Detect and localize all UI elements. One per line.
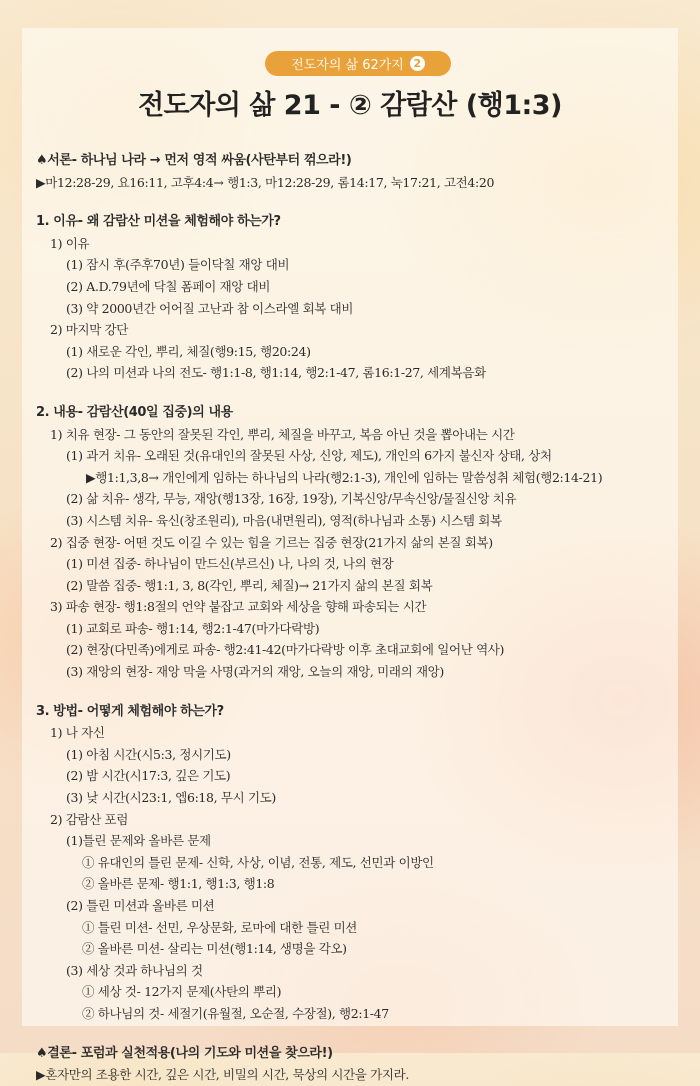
outline-item: 3) 파송 현장- 행1:8절의 언약 붙잡고 교회와 세상을 향해 파송되는 시간 <box>50 599 427 615</box>
outline-item: ② 올바른 미션- 살리는 미션(행1:14, 생명을 각오) <box>82 941 347 957</box>
intro-heading: ♠서론- 하나님 나라 → 먼저 영적 싸움(사탄부터 꺾으라!) <box>36 153 352 168</box>
outline-item: 2) 마지막 강단 <box>50 322 129 338</box>
outline-item: (2) 나의 미션과 나의 전도- 행1:1-8, 행1:14, 행2:1-47, 롬16:1-27, 세계복음화 <box>66 365 486 381</box>
outline-item: 2) 집중 현장- 어떤 것도 이길 수 있는 힘을 기르는 집중 현장(21가지 삶의 본질 회복) <box>50 534 493 550</box>
section2-heading: 2. 내용- 감람산(40일 집중)의 내용 <box>36 404 233 420</box>
outline-item: (2) 밤 시간(시17:3, 깊은 기도) <box>66 768 231 784</box>
outline-item: (2) 삶 치유- 생각, 무능, 재앙(행13장, 16장, 19장), 기복신앙/무속신앙/물질신앙 치유 <box>66 491 517 507</box>
outline-item: (1)틀린 문제와 올바른 문제 <box>66 833 211 849</box>
outline-item: (2) A.D.79년에 닥칠 폼페이 재앙 대비 <box>66 278 271 294</box>
series-badge-number: 2 <box>410 56 425 71</box>
outline-item: ② 올바른 문제- 행1:1, 행1:3, 행1:8 <box>82 876 275 892</box>
outline-item: 2) 감람산 포럼 <box>50 811 129 827</box>
outline-item: (1) 새로운 각인, 뿌리, 체질(행9:15, 행20:24) <box>66 343 311 359</box>
outline-item: (3) 낮 시간(시23:1, 엡6:18, 무시 기도) <box>66 790 276 806</box>
outline-item: ① 유대인의 틀린 문제- 신학, 사상, 이념, 전통, 제도, 선민과 이방인 <box>82 854 434 870</box>
outline-item: ② 하나님의 것- 세절기(유월절, 오순절, 수장절), 행2:1-47 <box>82 1005 389 1021</box>
outline-item: (3) 시스템 치유- 육신(창조원리), 마음(내면원리), 영적(하나님과 소통) 시스템 회복 <box>66 512 502 528</box>
outline-item: (1) 교회로 파송- 행1:14, 행2:1-47(마가다락방) <box>66 620 320 636</box>
outline-item: ① 세상 것- 12가지 문제(사탄의 뿌리) <box>82 984 282 1000</box>
outline-item: (1) 아침 시간(시5:3, 정시기도) <box>66 746 231 762</box>
outline-item: 1) 나 자신 <box>50 725 105 741</box>
outline-item: ① 틀린 미션- 선민, 우상문화, 로마에 대한 틀린 미션 <box>82 919 358 935</box>
outline-item: (1) 과거 치유- 오래된 것(유대인의 잘못된 사상, 신앙, 제도), 개인의 6가지 불신자 상태, 상처 <box>66 448 552 464</box>
sermon-outline <box>36 150 666 1086</box>
outline-item: (2) 말씀 집중- 행1:1, 3, 8(각인, 뿌리, 체질)→ 21가지 삶의 본질 회복 <box>66 577 433 593</box>
outline-item: (2) 현장(다민족)에게로 파송- 행2:41-42(마가다락방 이후 초대교회에 일어난 역사) <box>66 642 505 658</box>
outline-item: 1) 이유 <box>50 235 90 251</box>
page-title: 전도자의 삶 21 - ② 감람산 (행1:3) <box>138 90 562 121</box>
outline-item: 1) 치유 현장- 그 동안의 잘못된 각인, 뿌리, 체질을 바꾸고, 복음 아닌 것을 뽑아내는 시간 <box>50 426 515 442</box>
conclusion-heading: ♠결론- 포럼과 실천적용(나의 기도와 미션을 찾으라!) <box>36 1045 333 1061</box>
outline-item: (3) 약 2000년간 어어질 고난과 참 이스라엘 회복 대비 <box>66 300 354 316</box>
outline-item: (3) 재앙의 현장- 재앙 막을 사명(과거의 재앙, 오늘의 재앙, 미래의 재앙) <box>66 664 444 680</box>
outline-item: (3) 세상 것과 하나님의 것 <box>66 962 203 978</box>
outline-item: (2) 틀린 미션과 올바른 미션 <box>66 898 215 913</box>
series-badge-label: 전도자의 삶 62가지 <box>291 58 404 73</box>
section3-heading: 3. 방법- 어떻게 체험해야 하는가? <box>36 703 224 719</box>
outline-item: (1) 미션 집중- 하나님이 만드신(부르신) 나, 나의 것, 나의 현장 <box>66 556 394 572</box>
intro-refs: ▶마12:28-29, 요16:11, 고후4:4→ 행1:3, 마12:28-29, 롬14:17, 눅17:21, 고전4:20 <box>36 174 495 190</box>
outline-item: ▶행1:1,3,8→ 개인에게 임하는 하나님의 나라(행2:1-3), 개인에 임하는 말씀성취 체험(행2:14-21) <box>86 469 603 485</box>
outline-item: (1) 잠시 후(주후70년) 들이닥칠 재앙 대비 <box>66 257 290 273</box>
series-badge <box>265 51 451 76</box>
conclusion-text: ▶혼자만의 조용한 시간, 깊은 시간, 비밀의 시간, 묵상의 시간을 가지라. <box>36 1067 409 1083</box>
section1-heading: 1. 이유- 왜 감람산 미션을 체험해야 하는가? <box>36 214 281 230</box>
